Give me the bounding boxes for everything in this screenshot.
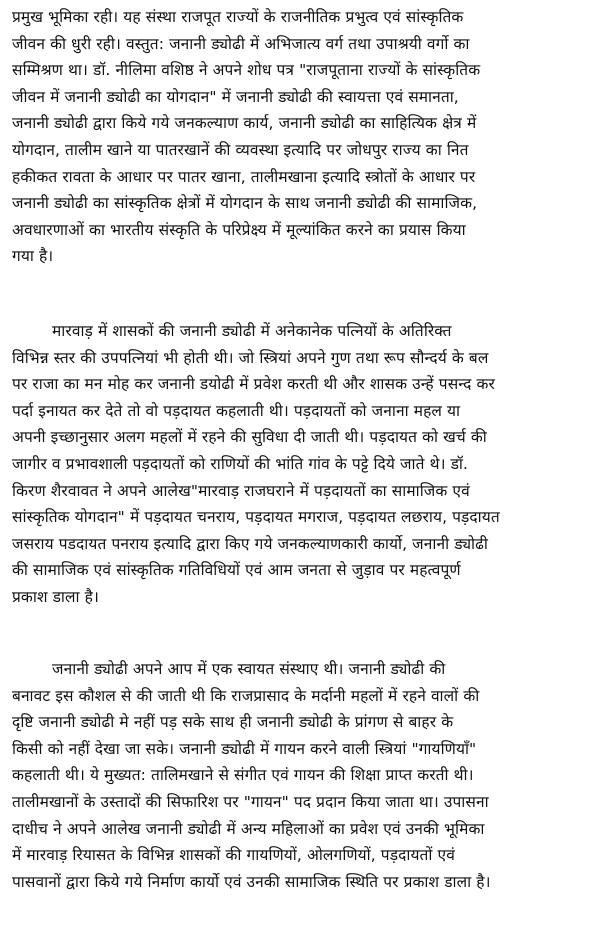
text-line: जसराय पडदायत पनराय इत्यादि द्वारा किए गये जनकल्याणकारी कार्यो, जनानी ड्योढी xyxy=(12,534,489,553)
text-line: प्रमुख भूमिका रही। यह संस्था राजपूत राज्यों के राजनीतिक प्रभुत्व एवं सांस्कृतिक xyxy=(12,8,464,26)
text-line: पर राजा का मन मोह कर जनानी डयोढी में प्रवेश करती थी और शासक उन्हें पसन्द कर xyxy=(12,375,495,394)
paragraph-3 xyxy=(12,656,592,895)
text-line: दृष्टि जनानी ड्योढी मे नहीं पड़ सके साथ ही जनानी ड्योढी के प्रांगण से बाहर के xyxy=(12,713,454,732)
text-line: मारवाड़ में शासकों की जनानी ड्योढी में अनेकानेक पत्नियों के अतिरिक्त xyxy=(52,322,452,340)
text-line: जीवन में जनानी ड्योढी का योगदान" में जनानी ड्योढी की स्वायत्ता एवं समानता, xyxy=(12,87,459,106)
text-line: हकीकत रावता के आधार पर पातर खाना, तालीमखाना इत्यादि स्त्रोतों के आधार पर xyxy=(12,167,476,186)
paragraph-1 xyxy=(12,4,592,270)
text-line: जनानी ड्योढी का सांस्कृतिक क्षेत्रों में योगदान के साथ जनानी ड्योढी की सामाजिक, xyxy=(12,194,478,213)
text-line: जीवन की धुरी रही। वस्तुत: जनानी ड्योढी में अभिजात्य वर्ग तथा उपाश्रयी वर्गो का xyxy=(12,34,470,53)
text-line: दाधीच ने अपने आलेख जनानी ड्योढी में अन्य महिलाओं का प्रवेश एवं उनकी भूमिका xyxy=(12,819,485,838)
text-line: विभिन्न स्तर की उपपत्नियां भी होती थी। जो स्त्रियां अपने गुण तथा रूप सौन्दर्य के बल xyxy=(12,348,489,367)
text-line: सांस्कृतिक योगदान" में पड़दायत चनराय, पड़दायत मगराज, पड़दायत लछराय, पड़दायत xyxy=(12,508,500,527)
text-line: जनानी ड्योढी अपने आप में एक स्वायत संस्थाए थी। जनानी ड्योढी की xyxy=(52,660,446,678)
text-line: अपनी इच्छानुसार अलग महलों में रहने की सुविधा दी जाती थी। पड़दायत को खर्च की xyxy=(12,428,487,447)
text-line: पर्दा इनायत कर देते तो वो पड़दायत कहलाती थी। पड़दायतों को जनाना महल या xyxy=(12,401,461,420)
text-line: तालीमखानों के उस्तादों की सिफारिश पर "गायन" पद प्रदान किया जाता था। उपासना xyxy=(12,792,489,811)
text-line: योगदान, तालीम खाने या पातरखानें की व्यवस्था इत्यादि पर जोधपुर राज्य का नित xyxy=(12,140,469,159)
text-line: जागीर व प्रभावशाली पड़दायतों को राणियों की भांति गांव के पट्टे दिये जाते थे। डॉ. xyxy=(12,454,469,473)
text-line: गया है। xyxy=(12,247,54,266)
text-line: किसी को नहीं देखा जा सके। जनानी ड्योढी में गायन करने वाली स्त्रियां "गायणियाँ" xyxy=(12,739,477,758)
text-line: किरण शैरवावत ने अपने आलेख"मारवाड़ राजघराने में पड़दायतों का सामाजिक एवं xyxy=(12,481,470,500)
text-line: कहलाती थी। ये मुख्यत: तालिमखाने से संगीत एवं गायन की शिक्षा प्राप्त करती थी। xyxy=(12,766,474,785)
text-line: प्रकाश डाला है। xyxy=(12,587,99,606)
text-line: सम्मिश्रण था। डॉ. नीलिमा वशिष्ठ ने अपने शोध पत्र "राजपूताना राज्यों के सांस्कृतिक xyxy=(12,61,481,80)
text-line: अवधारणाओं का भारतीय संस्कृति के परिप्रेक्ष्य में मूल्यांकित करने का प्रयास किया xyxy=(12,220,466,239)
text-line: बनावट इस कौशल से की जाती थी कि राजप्रासाद के मर्दानी महलों में रहने वालों की xyxy=(12,686,480,705)
text-line: में मारवाड़ रियासत के विभिन्न शासकों की गायणियों, ओलगणियों, पड़दायतों एवं xyxy=(12,846,455,865)
text-line: पासवानों द्वारा किये गये निर्माण कार्यो एवं उनकी सामाजिक स्थिति पर प्रकाश डाला है। xyxy=(12,872,491,891)
text-line: जनानी ड्योढी द्वारा किये गये जनकल्याण कार्य, जनानी ड्योढी का साहित्यिक क्षेत्र में xyxy=(12,114,477,133)
text-line: की सामाजिक एवं सांस्कृतिक गतिविधियों एवं आम जनता से जुड़ाव पर महत्वपूर्ण xyxy=(12,561,461,580)
paragraph-2 xyxy=(12,318,592,611)
